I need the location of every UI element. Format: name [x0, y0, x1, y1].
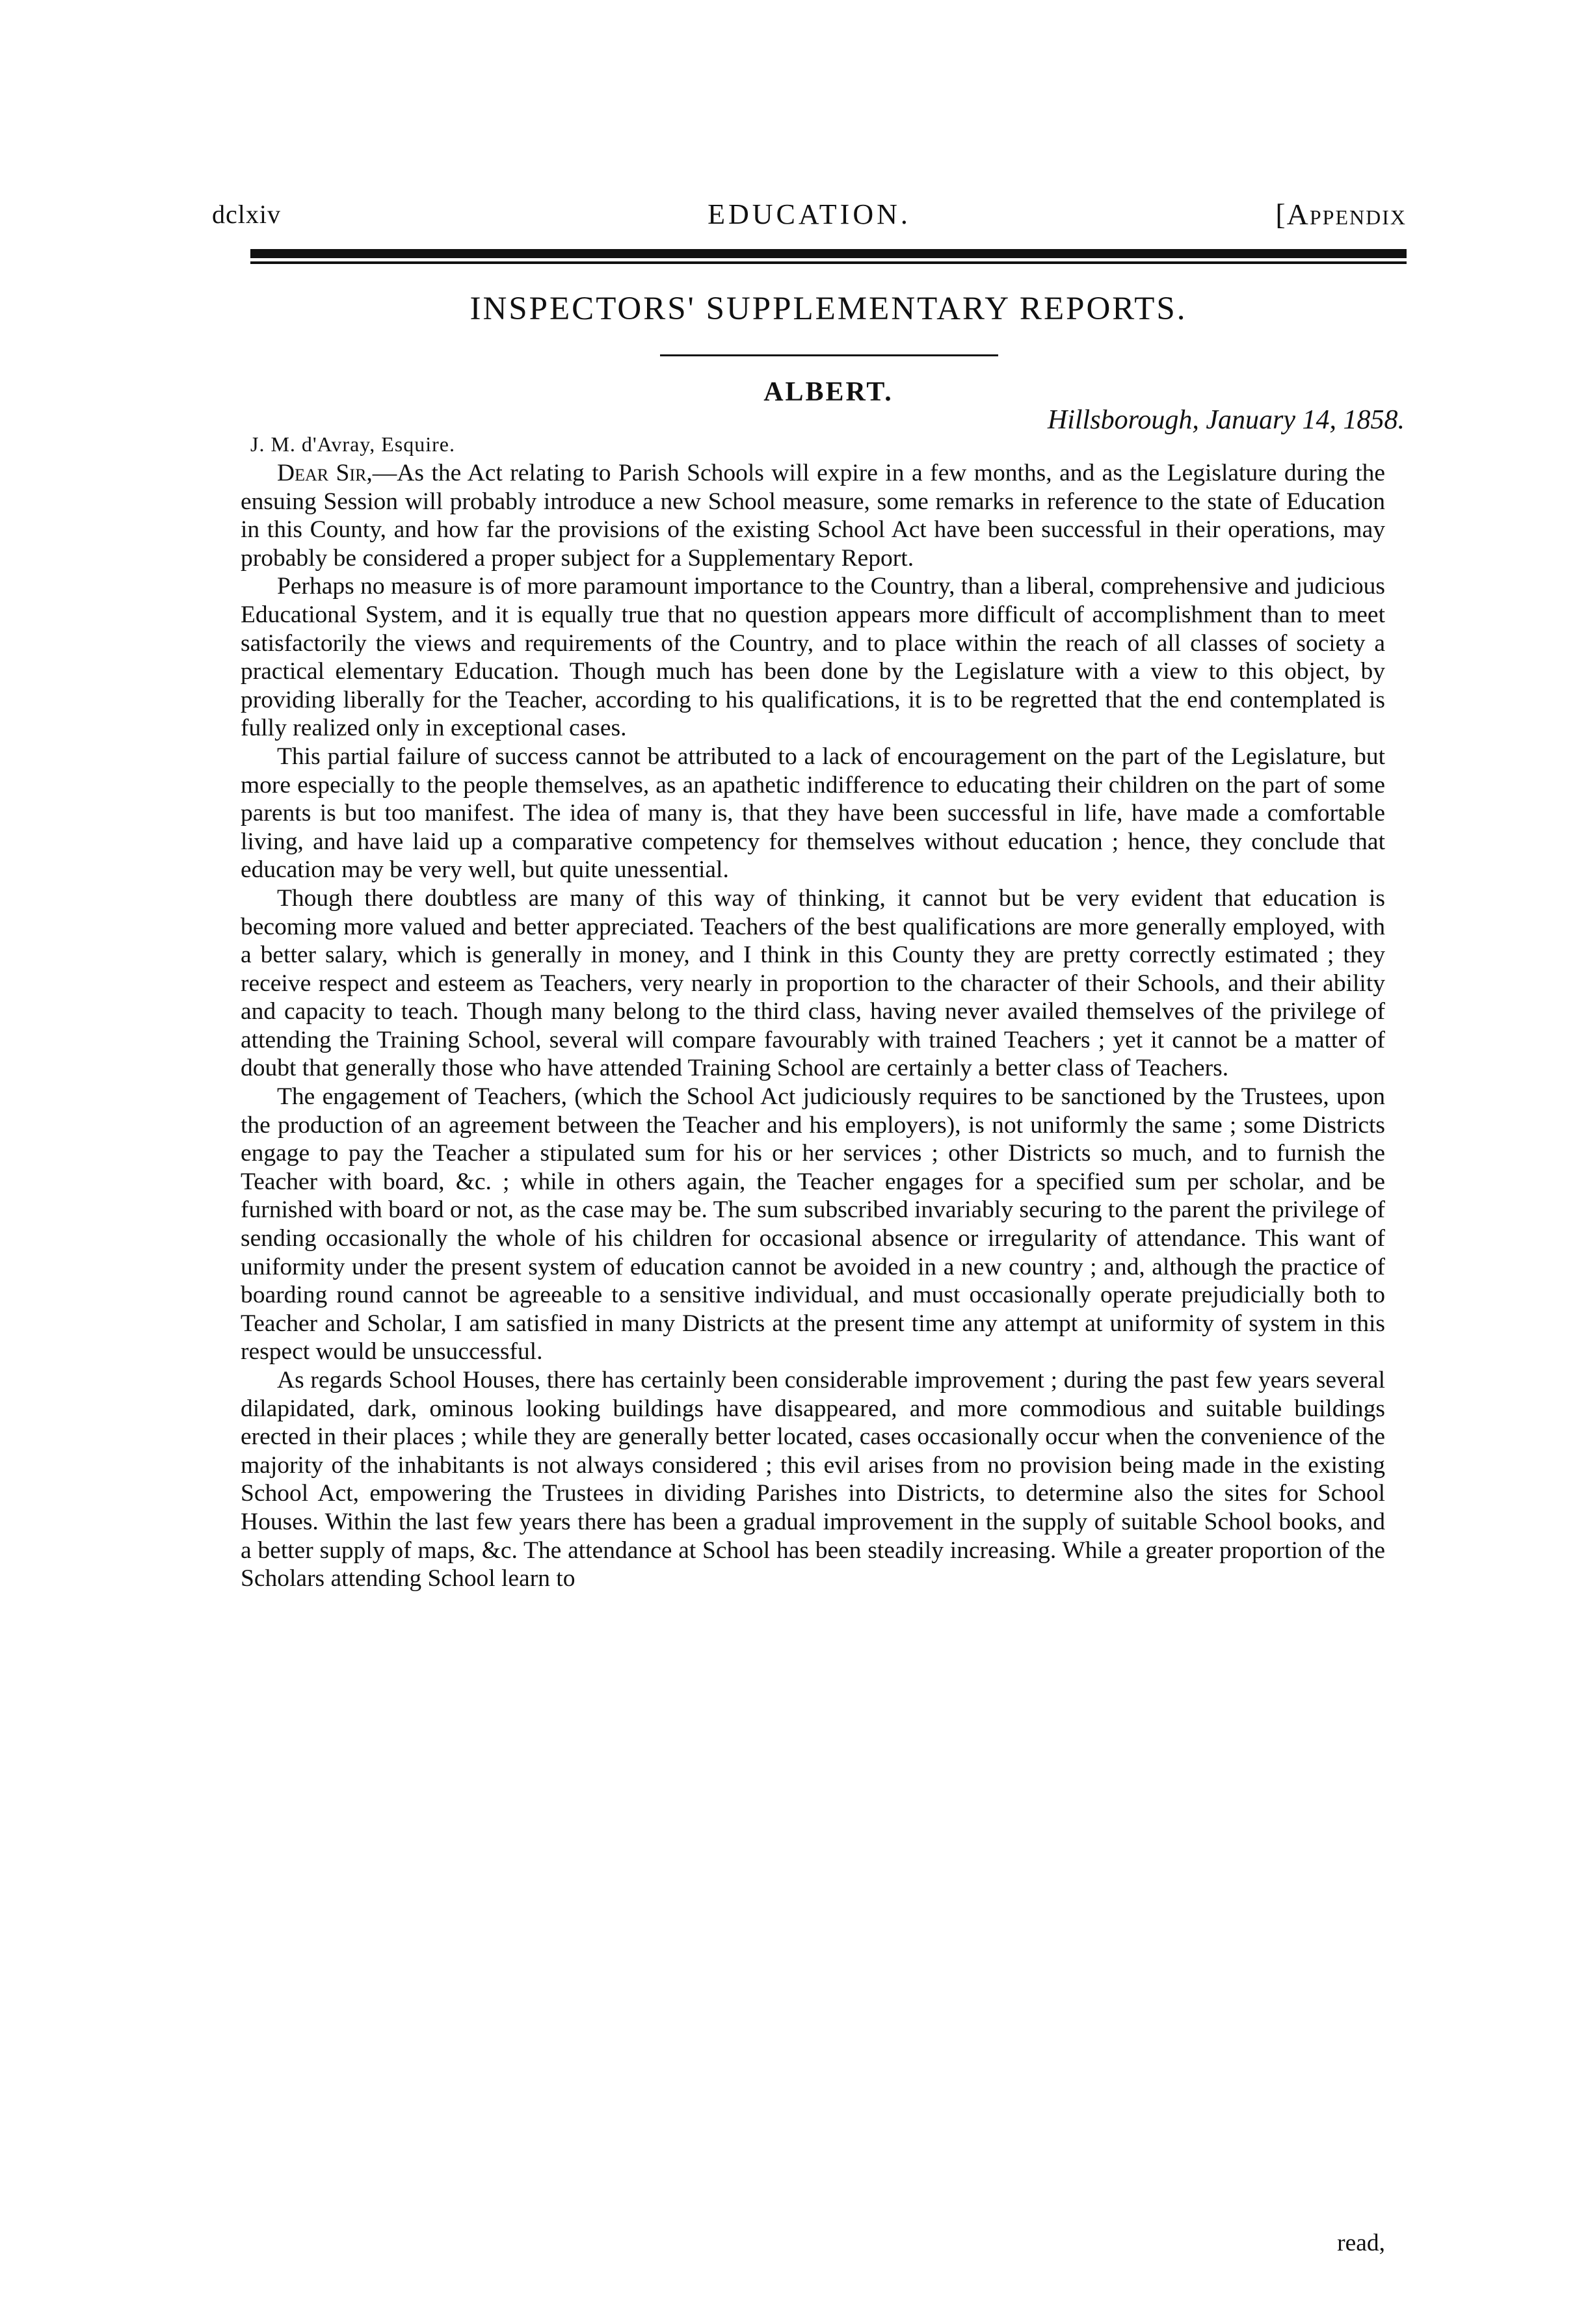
title-divider [660, 354, 998, 356]
running-title: EDUCATION. [708, 198, 911, 230]
dateline: Hillsborough, January 14, 1858. [1047, 405, 1405, 435]
paragraph-text: —As the Act relating to Parish Schools will expire in a few months, and as the Legislature during the ensuing Session will probably introduce a new School measure, some remarks in reference to the state of Education in this County, and how far the provisions of the existing School Act have been successful in their operations, may probably be considered a proper subject for a Supplementary Report. [241, 460, 1386, 572]
paragraph: As regards School Houses, there has certainly been considerable improvement ; during the past few years several dilapidated, dark, ominous looking buildings have disappeared, and more commodious and suitable buildings erected in their places ; while they are generally better located, cases occasionally occur when the convenience of the majority of the inhabitants is not always considered ; this evil arises from no provision being made in the existing School Act, empowering the Trustees in dividing Parishes into Districts, to determine also the sites for School Houses. Within the last few years there has been a gradual improvement in the supply of suitable School books, and a better supply of maps, &c. The attendance at School has been steadily increasing. While a greater proportion of the Scholars attending School learn to [241, 1367, 1385, 1592]
appendix-label: [Appendix [1275, 198, 1407, 231]
addressee: J. M. d'Avray, Esquire. [250, 432, 455, 456]
paragraph: The engagement of Teachers, (which the School Act judiciously requires to be sanctioned by the Trustees, upon the production of an agreement between the Teacher and his employers), is not uniformly the same ; some Districts engage to pay the Teacher a stipulated sum for his or her services ; other Districts so much, and to furnish the Teacher with board, &c. ; while in others again, the Teacher engages for a specified sum per scholar, and be furnished with board or not, as the case may be. The sum subscribed invariably securing to the parent the privilege of sending occasionally the whole of his children for occasional absence or irregularity of attendance. This want of uniformity under the present system of education cannot be avoided in a new country ; and, although the practice of boarding round cannot be agreeable to a sensitive individual, and must occasionally operate prejudicially both to Teacher and Scholar, I am satisfied in many Districts at the present time any attempt at uniformity of system in this respect would be unsuccessful. [241, 1083, 1385, 1366]
page-title: INSPECTORS' SUPPLEMENTARY REPORTS. [470, 291, 1187, 327]
catchword: read, [1337, 2230, 1385, 2256]
header-rule-thin [250, 261, 1407, 264]
paragraph: This partial failure of success cannot be attributed to a lack of encouragement on the part of the Legislature, but more especially to the people themselves, as an apathetic indifference to educating their children on the part of some parents is but too manifest. The idea of many is, that they have been successful in life, have made a comfortable living, and have laid up a comparative competency for themselves without education ; hence, they conclude that education may be very well, but quite unessential. [241, 743, 1385, 884]
section-heading: ALBERT. [763, 377, 893, 407]
header-rule-thick [250, 249, 1407, 258]
body-text [241, 459, 1385, 1593]
paragraph [241, 459, 1385, 572]
page-number: dclxiv [212, 200, 281, 229]
paragraph: Perhaps no measure is of more paramount importance to the Country, than a liberal, comprehensive and judicious Educational System, and it is equally true that no question appears more difficult of accomplishment than to meet satisfactorily the views and requirements of the Country, and to place within the reach of all classes of society a practical elementary Education. Though much has been done by the Legislature with a view to this object, by providing liberally for the Teacher, according to his qualifications, it is to be regretted that the end contemplated is fully realized only in exceptional cases. [241, 573, 1385, 742]
salutation: Dear Sir, [277, 460, 373, 486]
paragraph: Though there doubtless are many of this way of thinking, it cannot but be very evident that education is becoming more valued and better appreciated. Teachers of the best qualifications are more generally employed, with a better salary, which is generally in money, and I think in this County they are pretty correctly estimated ; they receive respect and esteem as Teachers, very nearly in proportion to the character of their Schools, and their ability and capacity to teach. Though many belong to the third class, having never availed themselves of the privilege of attending the Training School, several will compare favourably with trained Teachers ; yet it cannot be a matter of doubt that generally those who have attended Training School are certainly a better class of Teachers. [241, 884, 1385, 1082]
running-head [212, 192, 1407, 237]
